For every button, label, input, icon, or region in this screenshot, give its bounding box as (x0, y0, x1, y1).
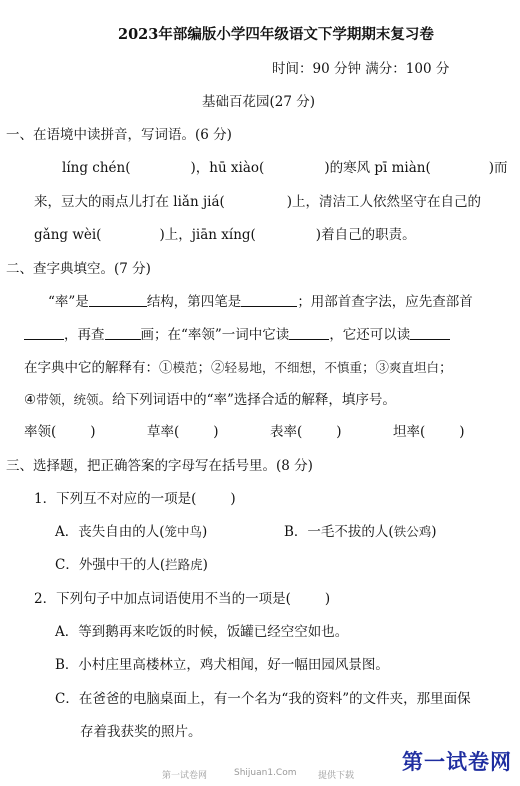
footer-left: 第一试卷网 (162, 771, 208, 781)
q2-text: ，再查 (64, 327, 105, 343)
q2-line1 (48, 293, 473, 311)
q2-text: ；用部首查字法，应先查部首 (297, 294, 473, 310)
stem-text: 2．下列句子中加点词语使用不当的一项是( (34, 591, 291, 607)
q1-line2 (34, 193, 481, 211)
q1-text: )的寒风 pī miàn( (324, 160, 431, 176)
exam-title: 2023年部编版小学四年级语文下学期期末复习卷 (118, 26, 434, 43)
footer-mid: Shijuan1.Com (234, 768, 297, 778)
q3-item1-option-b: B．一毛不拔的人(铁公鸡) (284, 524, 437, 540)
word-label: 草率( (147, 424, 180, 440)
q2-heading: 二、查字典填空。(7 分) (6, 261, 151, 277)
blank[interactable] (241, 293, 297, 307)
q1-text: 来，豆大的雨点儿打在 liǎn jiá( (34, 194, 225, 210)
q2-text: ；③ (362, 360, 390, 376)
q1-text: gǎng wèi( (34, 227, 102, 243)
q3-item2-option-b: B．小村庄里高楼林立，鸡犬相闻，好一幅田园风景图。 (55, 657, 389, 673)
word-label: 表率( (270, 424, 303, 440)
blank[interactable] (24, 326, 64, 340)
q2-word-4: 坦率( ) (393, 424, 465, 440)
handwritten-note: 模范 (172, 360, 198, 375)
word-label: 坦率( (393, 424, 426, 440)
q2-text: 。给下列词语中的“率”选择合适的解释，填序号。 (98, 392, 396, 408)
word-label: 率领( (24, 424, 57, 440)
blank[interactable] (89, 293, 147, 307)
q2-text: ，它还可以读 (329, 327, 411, 343)
q2-word-3: 表率( ) (270, 424, 342, 440)
q3-item1-option-c: C．外强中干的人(拦路虎) (55, 557, 208, 573)
q2-line4 (24, 391, 396, 409)
handwritten-note: 铁公鸡 (393, 524, 432, 539)
q1-text: )上，清洁工人依然坚守在自己的 (286, 194, 482, 210)
q1-line3 (34, 226, 416, 244)
stem-text: 1．下列互不对应的一项是( (34, 491, 197, 507)
q1-heading: 一、在语境中读拼音，写词语。(6 分) (6, 127, 232, 143)
q2-text: ④ (24, 392, 37, 408)
option-text: A．丧失自由的人( (55, 524, 165, 540)
handwritten-note: 带领，统领 (36, 392, 99, 407)
blank[interactable] (105, 326, 141, 340)
q2-text: ；② (197, 360, 225, 376)
q2-text: ； (439, 360, 453, 376)
q3-item2-stem: 2．下列句子中加点词语使用不当的一项是( ) (34, 591, 331, 607)
option-text: C．外强中干的人( (55, 557, 166, 573)
q3-item1-option-a: A．丧失自由的人(笼中鸟) (55, 524, 208, 540)
q1-text: )而 (488, 160, 508, 176)
section-title: 基础百花园(27 分) (202, 94, 316, 110)
q2-word-2: 草率( ) (147, 424, 219, 440)
q2-text: “率”是 (48, 294, 89, 310)
handwritten-note: 轻易地，不细想，不慎重 (224, 360, 363, 375)
time-info: 时间：90 分钟 满分：100 分 (272, 61, 450, 77)
q3-item1-stem: 1．下列互不对应的一项是( ) (34, 491, 236, 507)
q1-text: )上，jiān xíng( (159, 227, 256, 243)
blank[interactable] (410, 326, 450, 340)
q3-item2-option-c-cont: 存着我获奖的照片。 (80, 724, 202, 740)
handwritten-note: 拦路虎 (165, 557, 203, 572)
q2-text: 结构，第四笔是 (146, 294, 242, 310)
q1-line1 (62, 159, 508, 177)
handwritten-note: 爽直坦白 (389, 360, 440, 375)
footer-right: 提供下载 (318, 771, 355, 781)
option-text: B．一毛不拔的人( (284, 524, 394, 540)
q2-text: 画；在“率领”一词中它读 (140, 327, 290, 343)
q2-line3 (24, 359, 453, 377)
site-logo: 第一试卷网 (402, 750, 512, 774)
handwritten-note: 笼中鸟 (164, 524, 203, 539)
q2-line2 (24, 326, 450, 344)
q3-item2-option-c: C．在爸爸的电脑桌面上，有一个名为“我的资料”的文件夹，那里面保 (55, 691, 471, 707)
q1-text: )，hū xiào( (190, 160, 265, 176)
q3-heading: 三、选择题，把正确答案的字母写在括号里。(8 分) (6, 458, 313, 474)
q2-word-1: 率领( ) (24, 424, 96, 440)
blank[interactable] (289, 326, 329, 340)
q1-text: líng chén( (62, 160, 131, 176)
q3-item2-option-a: A．等到鹅再来吃饭的时候，饭罐已经空空如也。 (55, 624, 349, 640)
q2-text: 在字典中它的解释有：① (24, 360, 173, 376)
q1-text: )着自己的职责。 (315, 227, 416, 243)
